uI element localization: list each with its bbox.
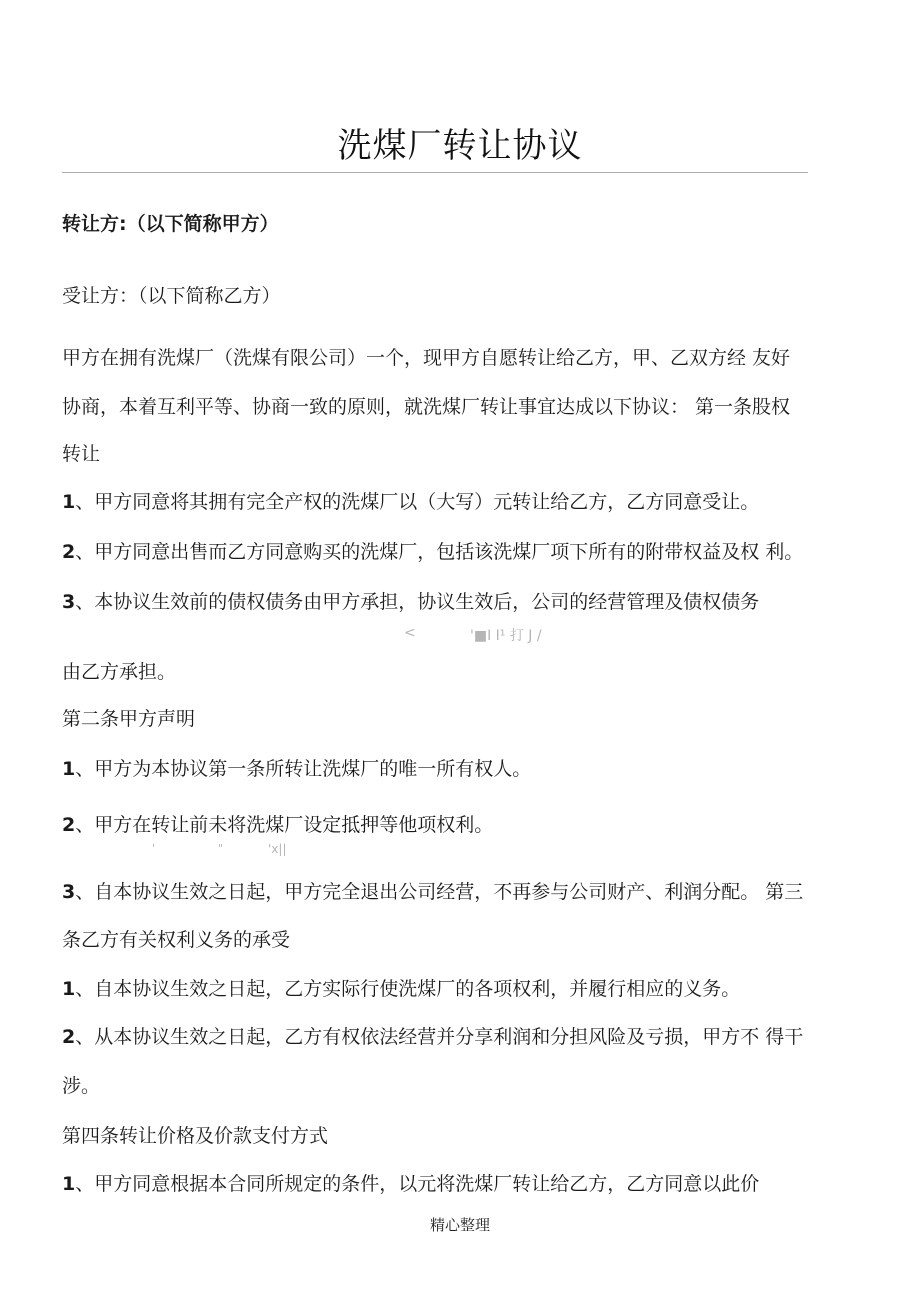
clause3-heading: 条乙方有关权利义务的承受: [62, 929, 291, 951]
clause1-item-3: [62, 589, 759, 615]
intro-line-2: 协商，本着互利平等、协商一致的原则，就洗煤厂转让事宜达成以下协议： 第一条股权: [62, 396, 791, 418]
clause3-continuation: 涉。: [62, 1075, 101, 1097]
item-number: 2: [62, 814, 76, 836]
scan-artifact-3: ': [152, 842, 156, 855]
clause2-item-3: [62, 879, 803, 905]
scan-artifact-4: ": [218, 842, 224, 855]
item-number: 2: [62, 541, 76, 563]
scan-artifact-5: 'x||: [268, 842, 287, 856]
title-divider: [62, 172, 808, 173]
item-text: 、本协议生效前的债权债务由甲方承担，协议生效后，公司的经营管理及债权债务: [75, 591, 760, 613]
clause3-item-2: [62, 1024, 803, 1050]
item-text: 、甲方同意出售而乙方同意购买的洗煤厂，包括该洗煤厂项下所有的附带权益及权 利。: [75, 541, 804, 563]
clause2-heading: 第二条甲方声明: [62, 708, 196, 730]
clause4-heading: 第四条转让价格及价款支付方式: [62, 1125, 329, 1147]
clause1-continuation: 由乙方承担。: [62, 661, 177, 683]
clause3-item-1: [62, 976, 740, 1002]
page-footer: 精心整理: [429, 1216, 490, 1234]
item-text: 、甲方同意将其拥有完全产权的洗煤厂以（大写）元转让给乙方，乙方同意受让。: [75, 491, 760, 513]
clause2-item-2: [62, 812, 493, 838]
item-number: 1: [62, 491, 76, 513]
item-number: 3: [62, 591, 76, 613]
clause4-item-1: [62, 1171, 759, 1197]
item-text: 、自本协议生效之日起，乙方实际行使洗煤厂的各项权利，并履行相应的义务。: [75, 978, 741, 1000]
clause2-item-1: [62, 756, 531, 782]
item-number: 2: [62, 1026, 76, 1048]
scan-artifact-1: <: [404, 625, 416, 641]
item-text: 、自本协议生效之日起，甲方完全退出公司经营，不再参与公司财产、利润分配。 第三: [75, 881, 804, 903]
item-text: 、甲方在转让前未将洗煤厂设定抵押等他项权利。: [75, 814, 494, 836]
intro-line-1: 甲方在拥有洗煤厂（洗煤有限公司）一个，现甲方自愿转让给乙方，甲、乙双方经 友好: [62, 347, 791, 369]
item-text: 、甲方同意根据本合同所规定的条件，以元将洗煤厂转让给乙方，乙方同意以此价: [75, 1173, 760, 1195]
item-text: 、甲方为本协议第一条所转让洗煤厂的唯一所有权人。: [75, 758, 532, 780]
clause1-item-1: [62, 489, 759, 515]
document-title: 洗煤厂转让协议: [337, 126, 583, 166]
transferor-line: 转让方:（以下简称甲方）: [62, 213, 279, 235]
intro-line-3: 转让: [62, 443, 101, 465]
clause1-item-2: [62, 539, 803, 565]
item-number: 1: [62, 1173, 76, 1195]
item-number: 1: [62, 978, 76, 1000]
item-text: 、从本协议生效之日起，乙方有权依法经营并分享利润和分担风险及亏损，甲方不 得干: [75, 1026, 804, 1048]
transferee-line: 受让方：（以下简称乙方）: [62, 285, 281, 307]
scan-artifact-2: '■I I¹ 打 J /: [470, 628, 542, 644]
item-number: 3: [62, 881, 76, 903]
item-number: 1: [62, 758, 76, 780]
